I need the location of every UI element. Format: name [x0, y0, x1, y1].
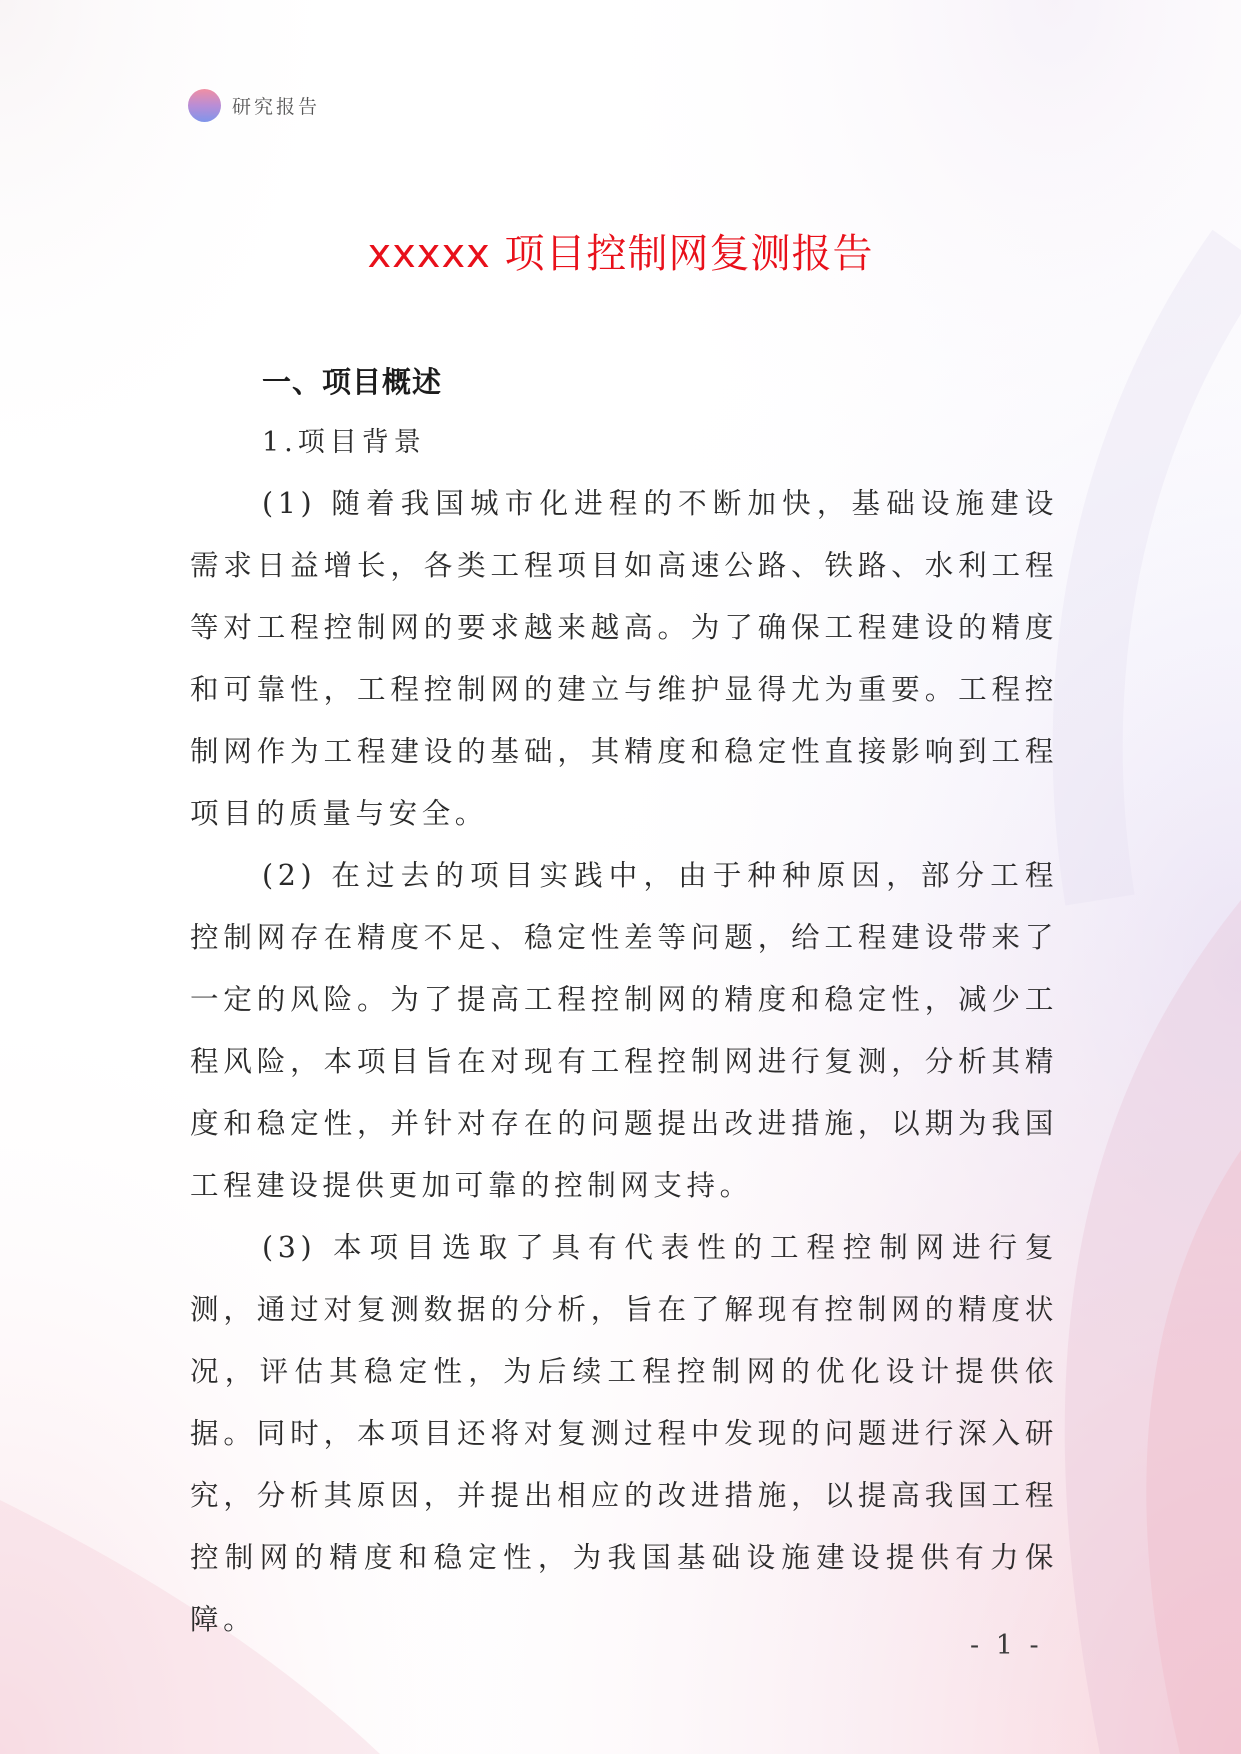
paragraph: (2) 在过去的项目实践中，由于种种原因，部分工程控制网存在精度不足、稳定性差等问题，给工程建设带来了一定的风险。为了提高工程控制网的精度和稳定性，减少工程风险，本项目旨在对现有工程控制网进行复测，分析其精度和稳定性，并针对存在的问题提出改进措施，以期为我国工程建设提供更加可靠的控制网支持。	[190, 859, 1058, 1202]
paragraph: (3) 本项目选取了具有代表性的工程控制网进行复测，通过对复测数据的分析，旨在了解现有控制网的精度状况，评估其稳定性，为后续工程控制网的优化设计提供依据。同时，本项目还将对复测过程中发现的问题进行深入研究，分析其原因，并提出相应的改进措施，以提高我国工程控制网的精度和稳定性，为我国基础设施建设提供有力保障。	[190, 1231, 1058, 1636]
section-heading: 一、项目概述	[262, 365, 443, 399]
document-title: xxxxx 项目控制网复测报告	[367, 231, 874, 277]
page-number: - 1 -	[970, 1630, 1043, 1661]
body-text	[190, 473, 1058, 1651]
sub-heading: 1.项目背景	[262, 427, 426, 458]
header-label: 研究报告	[232, 96, 321, 118]
paragraph: (1) 随着我国城市化进程的不断加快，基础设施建设需求日益增长，各类工程项目如高速公路、铁路、水利工程等对工程控制网的要求越来越高。为了确保工程建设的精度和可靠性，工程控制网的建立与维护显得尤为重要。工程控制网作为工程建设的基础，其精度和稳定性直接影响到工程项目的质量与安全。	[190, 487, 1058, 830]
header-logo	[188, 89, 221, 122]
